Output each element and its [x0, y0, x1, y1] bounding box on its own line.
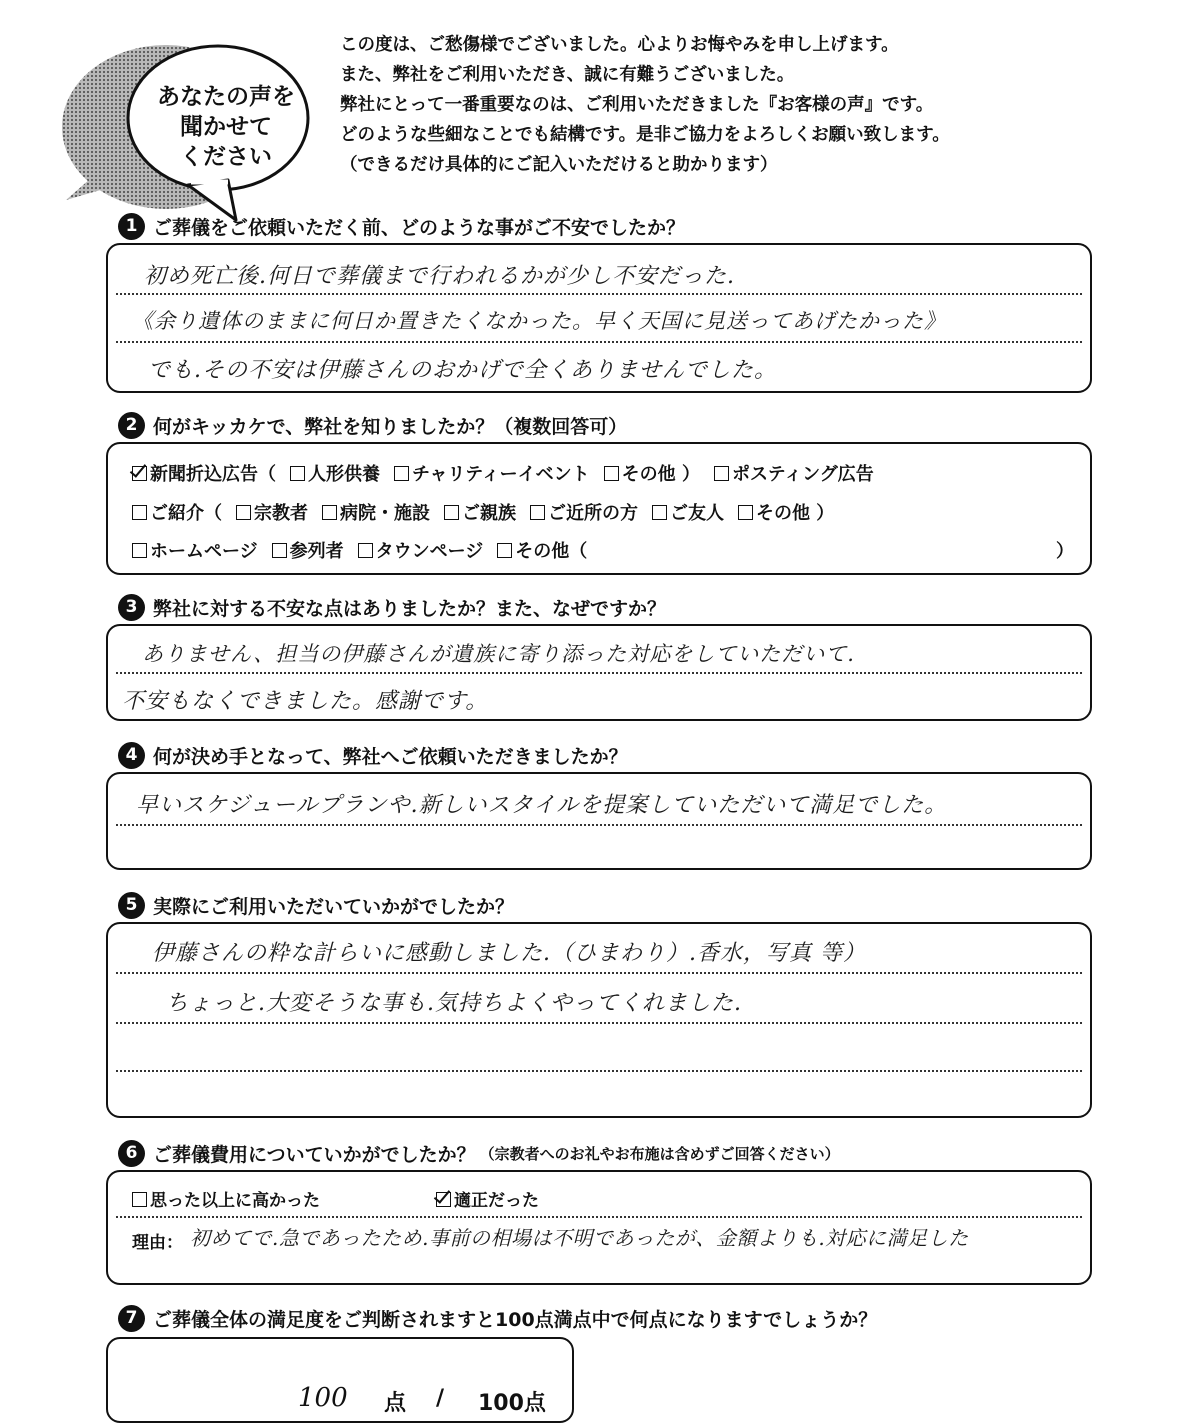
question-text: ご葬儀をご依頼いただく前、どのような事がご不安でしたか？ — [153, 216, 686, 239]
question-number: 4 — [118, 742, 145, 769]
cost-option-expensive[interactable]: 思った以上に高かった — [132, 1186, 320, 1211]
question-number: 7 — [118, 1305, 145, 1332]
intro-message: この度は、ご愁傷様でございました。心よりお悔やみを申し上げます。 また、弊社をご利用いただき、誠に有難うございました。 弊社にとって一番重要なのは、ご利用いただきました『お客様の声』です。 どのような些細なことでも結構です。是非ご協力をよろしくお願い致します。 （できるだけ具体的にご記入いただけると助かります） — [340, 35, 950, 175]
score-value: 100 — [298, 1383, 348, 1413]
question-1 — [118, 211, 685, 241]
answer-line: ちょっと.大変そうな事も.気持ちよくやってくれました. — [166, 991, 742, 1016]
question-number: 5 — [118, 892, 145, 919]
question-7 — [118, 1303, 877, 1333]
question-2 — [118, 410, 627, 440]
option-charity-event[interactable]: チャリティーイベント — [394, 460, 590, 486]
checkbox-icon[interactable] — [272, 543, 287, 558]
option-doll-memorial[interactable]: 人形供養 — [290, 460, 380, 486]
question-text: ご葬儀費用についていかがでしたか？ — [153, 1143, 476, 1166]
answer-box-1 — [106, 243, 1092, 393]
checkbox-icon[interactable] — [132, 1192, 147, 1207]
question-note: （宗教者へのお礼やお布施は含めずご回答ください） — [479, 1144, 840, 1163]
answer-line: 伊藤さんの粋な計らいに感動しました.（ひまわり）.香水，写真 等） — [152, 941, 866, 966]
reason-answer: 初めてで.急であったため.事前の相場は不明であったが、金額よりも.対応に満足した — [190, 1226, 969, 1250]
answer-box-3 — [106, 624, 1092, 721]
checkbox-icon[interactable] — [444, 505, 459, 520]
checkbox-icon[interactable] — [132, 505, 147, 520]
checkbox-icon[interactable] — [236, 505, 251, 520]
score-unit: 点 — [384, 1391, 407, 1416]
checkbox-icon[interactable] — [530, 505, 545, 520]
question-4 — [118, 740, 628, 770]
option-posting[interactable]: ポスティング広告 — [714, 460, 874, 486]
option-homepage[interactable]: ホームページ — [132, 537, 258, 563]
question-text: 何が決め手となって、弊社へご依頼いただきましたか？ — [153, 745, 628, 768]
bubble-text: あなたの声を 聞かせて ください — [157, 84, 295, 170]
checkbox-icon[interactable] — [604, 466, 619, 481]
question-3 — [118, 592, 666, 622]
option-relatives[interactable]: ご親族 — [444, 499, 516, 525]
checkbox-icon[interactable] — [132, 543, 147, 558]
answer-box-6 — [106, 1170, 1092, 1285]
option-religious[interactable]: 宗教者 — [236, 499, 308, 525]
answer-line: ありません、担当の伊藤さんが遺族に寄り添った対応をしていただいて. — [142, 642, 855, 666]
score-box — [106, 1337, 574, 1423]
checkbox-icon[interactable] — [358, 543, 373, 558]
speech-bubble — [58, 22, 318, 222]
question-number: 3 — [118, 594, 145, 621]
question-text: ご葬儀全体の満足度をご判断されますと100点満点中で何点になりますでしょうか？ — [153, 1308, 878, 1331]
checkbox-icon[interactable] — [714, 466, 729, 481]
answer-box-2 — [106, 442, 1092, 575]
checkbox-icon[interactable] — [394, 466, 409, 481]
options-row-3 — [132, 537, 601, 563]
score-total: 100点 — [478, 1391, 546, 1416]
answer-box-4 — [106, 772, 1092, 870]
options-row-2 — [132, 499, 848, 525]
option-other-1[interactable]: その他 ） — [604, 460, 700, 486]
question-number: 6 — [118, 1140, 145, 1167]
checkbox-checked-icon[interactable] — [436, 1192, 451, 1207]
answer-box-5 — [106, 922, 1092, 1118]
checkbox-icon[interactable] — [497, 543, 512, 558]
answer-line: でも.その不安は伊藤さんのおかげで全くありませんでした。 — [148, 358, 777, 383]
checkbox-icon[interactable] — [652, 505, 667, 520]
question-text: 実際にご利用いただいていかがでしたか？ — [153, 895, 515, 918]
option-other-3[interactable]: その他（ — [497, 537, 587, 563]
question-text: 何がキッカケで、弊社を知りましたか？（複数回答可） — [153, 415, 628, 438]
option-other-2[interactable]: その他 ） — [738, 499, 834, 525]
question-number: 1 — [118, 213, 145, 240]
question-6 — [118, 1138, 840, 1168]
checkbox-icon[interactable] — [290, 466, 305, 481]
answer-line: 不安もなくできました。感謝です。 — [122, 689, 489, 714]
question-5 — [118, 890, 514, 920]
checkbox-icon[interactable] — [322, 505, 337, 520]
option-townpage[interactable]: タウンページ — [358, 537, 484, 563]
score-slash: / — [436, 1386, 445, 1411]
option-hospital[interactable]: 病院・施設 — [322, 499, 430, 525]
close-paren: ） — [1056, 541, 1074, 562]
cost-option-fair[interactable]: 適正だった — [436, 1186, 539, 1211]
option-referral[interactable]: ご紹介（ — [132, 499, 222, 525]
option-neighbors[interactable]: ご近所の方 — [530, 499, 638, 525]
checkbox-checked-icon[interactable] — [132, 466, 147, 481]
answer-line: 初め死亡後.何日で葬儀まで行われるかが少し不安だった. — [144, 264, 735, 289]
checkbox-icon[interactable] — [738, 505, 753, 520]
option-newspaper[interactable]: 新聞折込広告（ — [132, 460, 276, 486]
option-attendee[interactable]: 参列者 — [272, 537, 344, 563]
option-friends[interactable]: ご友人 — [652, 499, 724, 525]
options-row-1 — [132, 460, 888, 486]
answer-line: 早いスケジュールプランや.新しいスタイルを提案していただいて満足でした。 — [136, 793, 948, 818]
question-text: 弊社に対する不安な点はありましたか？また、なぜですか？ — [153, 597, 667, 620]
reason-label: 理由： — [132, 1233, 183, 1253]
answer-line: 《余り遺体のままに何日か置きたくなかった。早く天国に見送ってあげたかった》 — [132, 309, 946, 333]
question-number: 2 — [118, 412, 145, 439]
